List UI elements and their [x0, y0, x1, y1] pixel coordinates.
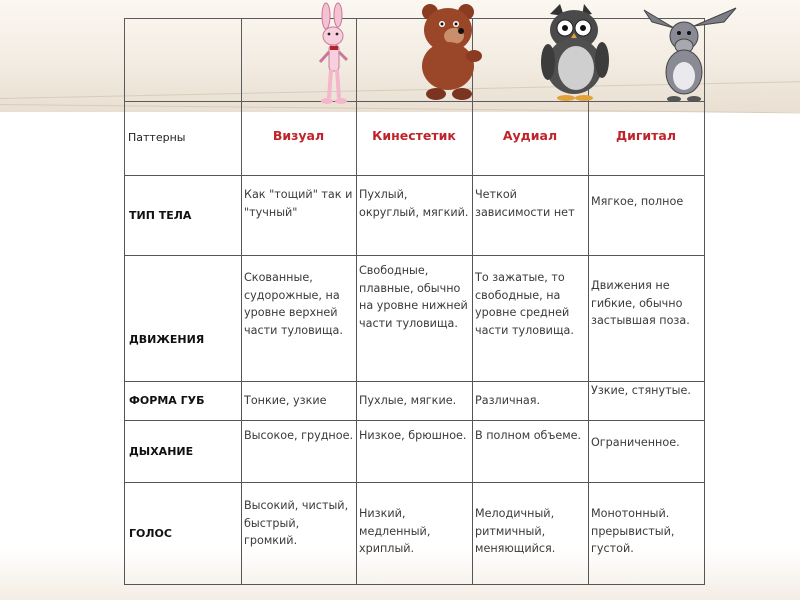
row-label-movements: ДВИЖЕНИЯ [125, 256, 242, 382]
table-cell: Монотонный. прерывистый, густой. [589, 483, 705, 585]
table-cell: Ограниченное. [589, 421, 705, 483]
table-cell: Низкое, брюшное. [357, 421, 473, 483]
comparison-table [124, 175, 705, 585]
table-cell: Различная. [473, 382, 589, 421]
donkey-illustration [638, 0, 738, 104]
table-cell: То зажатые, то свободные, на уровне средней части туловища. [473, 256, 589, 382]
table-row-breathing [125, 421, 705, 483]
table-cell: Скованные, судорожные, на уровне верхней части туловища. [242, 256, 357, 382]
row-label-lip-shape: ФОРМА ГУБ [125, 382, 242, 421]
row-label-voice: ГОЛОС [125, 483, 242, 585]
row-label-breathing: ДЫХАНИЕ [125, 421, 242, 483]
patterns-label: Паттерны [128, 131, 186, 144]
table-row-lip-shape [125, 382, 705, 421]
table-cell: Свободные, плавные, обычно на уровне нижней части туловища. [357, 256, 473, 382]
column-header-visual: Визуал [272, 127, 325, 143]
table-row-voice [125, 483, 705, 585]
table-row-body-type [125, 176, 705, 256]
column-header-digital: Дигитал [615, 127, 677, 143]
table-cell: Низкий, медленный, хриплый. [357, 483, 473, 585]
row-label-body-type: ТИП ТЕЛА [125, 176, 242, 256]
table-cell: В полном объеме. [473, 421, 589, 483]
table-cell: Высокое, грудное. [242, 421, 357, 483]
table-cell: Мягкое, полное [589, 176, 705, 256]
column-header-kinesthetic: Кинестетик [372, 127, 456, 143]
table-cell: Пухлый, округлый, мягкий. [357, 176, 473, 256]
column-header-audial: Аудиал [502, 127, 558, 143]
rabbit-illustration [312, 2, 360, 106]
table-cell: Четкой зависимости нет [473, 176, 589, 256]
table-cell: Пухлые, мягкие. [357, 382, 473, 421]
table-cell: Как "тощий" так и "тучный" [242, 176, 357, 256]
table-cell: Узкие, стянутые. [589, 382, 705, 421]
table-cell: Движения не гибкие, обычно застывшая поза. [589, 256, 705, 382]
table-cell: Мелодичный, ритмичный, меняющийся. [473, 483, 589, 585]
owl-illustration [536, 0, 616, 104]
table-row-movements [125, 256, 705, 382]
table-cell: Высокий, чистый, быстрый, громкий. [242, 483, 357, 585]
table-cell: Тонкие, узкие [242, 382, 357, 421]
bear-illustration [412, 0, 492, 104]
